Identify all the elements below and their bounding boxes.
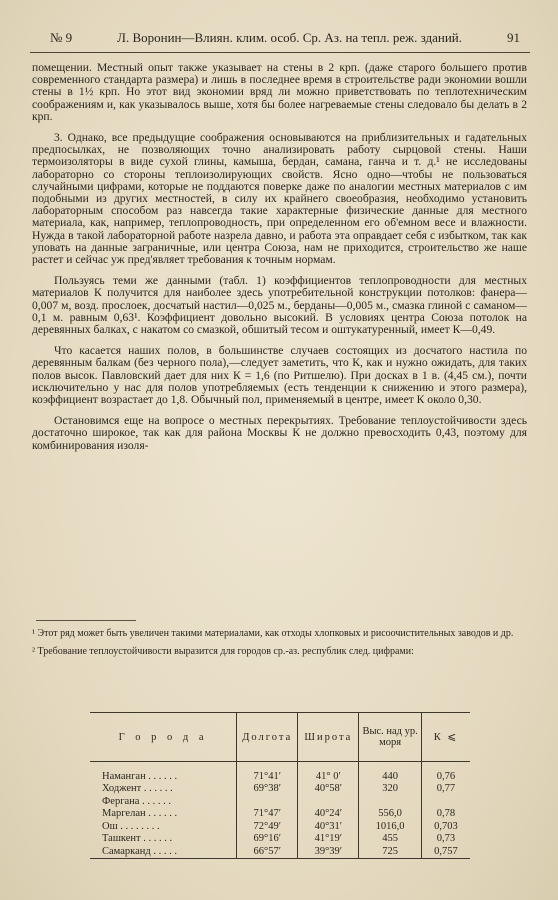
latitude-cell: 41°19′ — [298, 833, 359, 846]
k-cell: 0,76 — [421, 770, 470, 783]
table-row — [90, 795, 470, 808]
table-row — [90, 783, 470, 796]
city-cell: Самарканд . . . . . — [90, 845, 237, 858]
paragraph: Пользуясь теми же данными (табл. 1) коэффициентов теплопроводности для местных материалов К получится для наиболее здесь употребительной конструкции потолков: фанера—0,007 м, возд. прослоек, досчатый настил—0,025 м., берданы—0,005 м., смазка глиной с саманом—0,1 м. равным 0,63¹. Коэффициент довольно высокий. В условиях центра Союза потолок на деревянных балках, с накатом со смазкой, обшитый тесом и оштукатуренный, имеет К—0,49. — [32, 274, 527, 337]
altitude-cell — [359, 795, 422, 808]
cities-table — [90, 712, 470, 859]
longitude-cell: 72°49′ — [237, 820, 298, 833]
longitude-cell — [237, 795, 298, 808]
city-cell: Наманган . . . . . . — [102, 770, 178, 782]
issue-number: № 9 — [50, 30, 73, 45]
latitude-cell: 40°58′ — [298, 783, 359, 796]
latitude-cell: 40°24′ — [298, 808, 359, 821]
running-title: Л. Воронин—Влиян. клим. особ. Ср. Аз. на тепл. реж. зданий. — [117, 30, 462, 45]
footnote: ² Требование теплоустойчивости выразится для городов ср.-аз. республик след. цифрами: — [32, 645, 414, 657]
longitude-cell: 69°16′ — [237, 833, 298, 846]
table-row — [90, 833, 470, 846]
longitude-cell: 71°47′ — [237, 808, 298, 821]
table-row — [90, 845, 470, 858]
paragraph: 3. Однако, все предыдущие соображения основываются на приблизительных и гадательных предпосылках, не позволяющих точно анализировать работу сырцовой стены. Наши термоизоляторы в виде сухой глины, камыша, бердан, самана, ганча и т. д.¹ не исследованы лабораторно со стороны теплоизолирующих свойств. Ясно одно—чтобы не пользоваться случайными цифрами, которые не поддаются поверке даже по аналогии местных материалов с им подобными из других местностей, в силу их крайнего своеобразия, необходимо установить лабораторным способом раз навсегда такие характерные физические данные для местного материала, как, например, теплопроводность, при определенном его об'емном весе и влажности. Нужда в такой лабораторной работе назрела давно, и работа эта оправдает себя с избытком, так как уповать на данные заграничные, или центра Союза, нам не приходится, строительство же наше растет и сейчас уж пред'являет требования к точным нормам. — [32, 131, 527, 267]
city-cell: Фергана . . . . . . — [102, 795, 171, 807]
altitude-cell: 725 — [359, 845, 422, 858]
altitude-cell: 320 — [359, 783, 422, 796]
k-cell: 0,703 — [421, 820, 470, 833]
city-cell: Маргелан . . . . . . — [102, 808, 178, 820]
paragraph: помещении. Местный опыт также указывает на стены в 2 крп. (даже старого большего против современного стандарта размера) и лишь в последнее время в строительстве ради экономии вошли стены в 1½ крп. Но этот вид экономии вряд ли можно приветствовать по теплотехническим соображениям и, как указывалось выше, хотя бы более нагреваемые стены следовало бы делать в 2 крп. — [32, 62, 527, 123]
k-cell: 0,78 — [421, 808, 470, 821]
k-cell: 0,757 — [421, 845, 470, 858]
paragraph: Что касается наших полов, в большинстве случаев состоящих из досчатого настила по деревянным балкам (без черного пола),—следует заметить, что К, как и нужно ожидать, для таких полов высок. Павловский дает для них К = 1,6 (по Ритшелю). При досках в 1 в. (4,45 см.), почти исключительно у нас для полов употребляемых (есть тенденции к снижению и этого размера), коэффициент возрастает до 1,8. Обычный пол, применяемый в центре, имеет К около 0,30. — [32, 344, 527, 407]
table-header-row — [90, 713, 470, 762]
altitude-cell: 1016,0 — [359, 820, 422, 833]
altitude-cell: 455 — [359, 833, 422, 846]
footnote: ¹ Этот ряд может быть увеличен такими материалами, как отходы хлопковых и рисоочистительных заводов и др. — [32, 628, 514, 639]
latitude-cell: 39°39′ — [298, 845, 359, 858]
col-header-longitude: Долгота — [237, 713, 298, 762]
k-cell: 0,77 — [421, 783, 470, 796]
table-row — [90, 770, 470, 783]
latitude-cell: 40°31′ — [298, 820, 359, 833]
col-header-k: К ⩽ — [421, 713, 470, 762]
header-rule — [30, 52, 530, 53]
body-text — [32, 62, 527, 452]
footnotes — [32, 628, 527, 663]
paragraph: Остановимся еще на вопросе о местных перекрытиях. Требование теплоустойчивости здесь достаточно широкое, так как для района Москвы К не должно превосходить 0,43, поэтому для комбинирования изоля- — [32, 414, 527, 452]
page-number: 91 — [507, 30, 520, 45]
longitude-cell: 66°57′ — [237, 845, 298, 858]
col-header-cities: Г о р о д а — [90, 713, 237, 762]
k-cell: 0,73 — [421, 833, 470, 846]
altitude-cell: 440 — [359, 770, 422, 783]
city-cell: Ош . . . . . . . . — [102, 820, 160, 832]
col-header-altitude: Выс. над ур. моря — [359, 713, 422, 762]
altitude-cell: 556,0 — [359, 808, 422, 821]
latitude-cell — [298, 795, 359, 808]
table-row — [90, 808, 470, 821]
longitude-cell: 69°38′ — [237, 783, 298, 796]
city-cell: Ташкент . . . . . . — [102, 833, 173, 845]
longitude-cell: 71°41′ — [237, 770, 298, 783]
table-row — [90, 820, 470, 833]
col-header-latitude: Широта — [298, 713, 359, 762]
k-cell — [421, 795, 470, 808]
latitude-cell: 41° 0′ — [298, 770, 359, 783]
running-header — [50, 30, 520, 46]
city-cell: Ходжент . . . . . . — [102, 783, 173, 795]
footnote-rule — [36, 620, 136, 621]
